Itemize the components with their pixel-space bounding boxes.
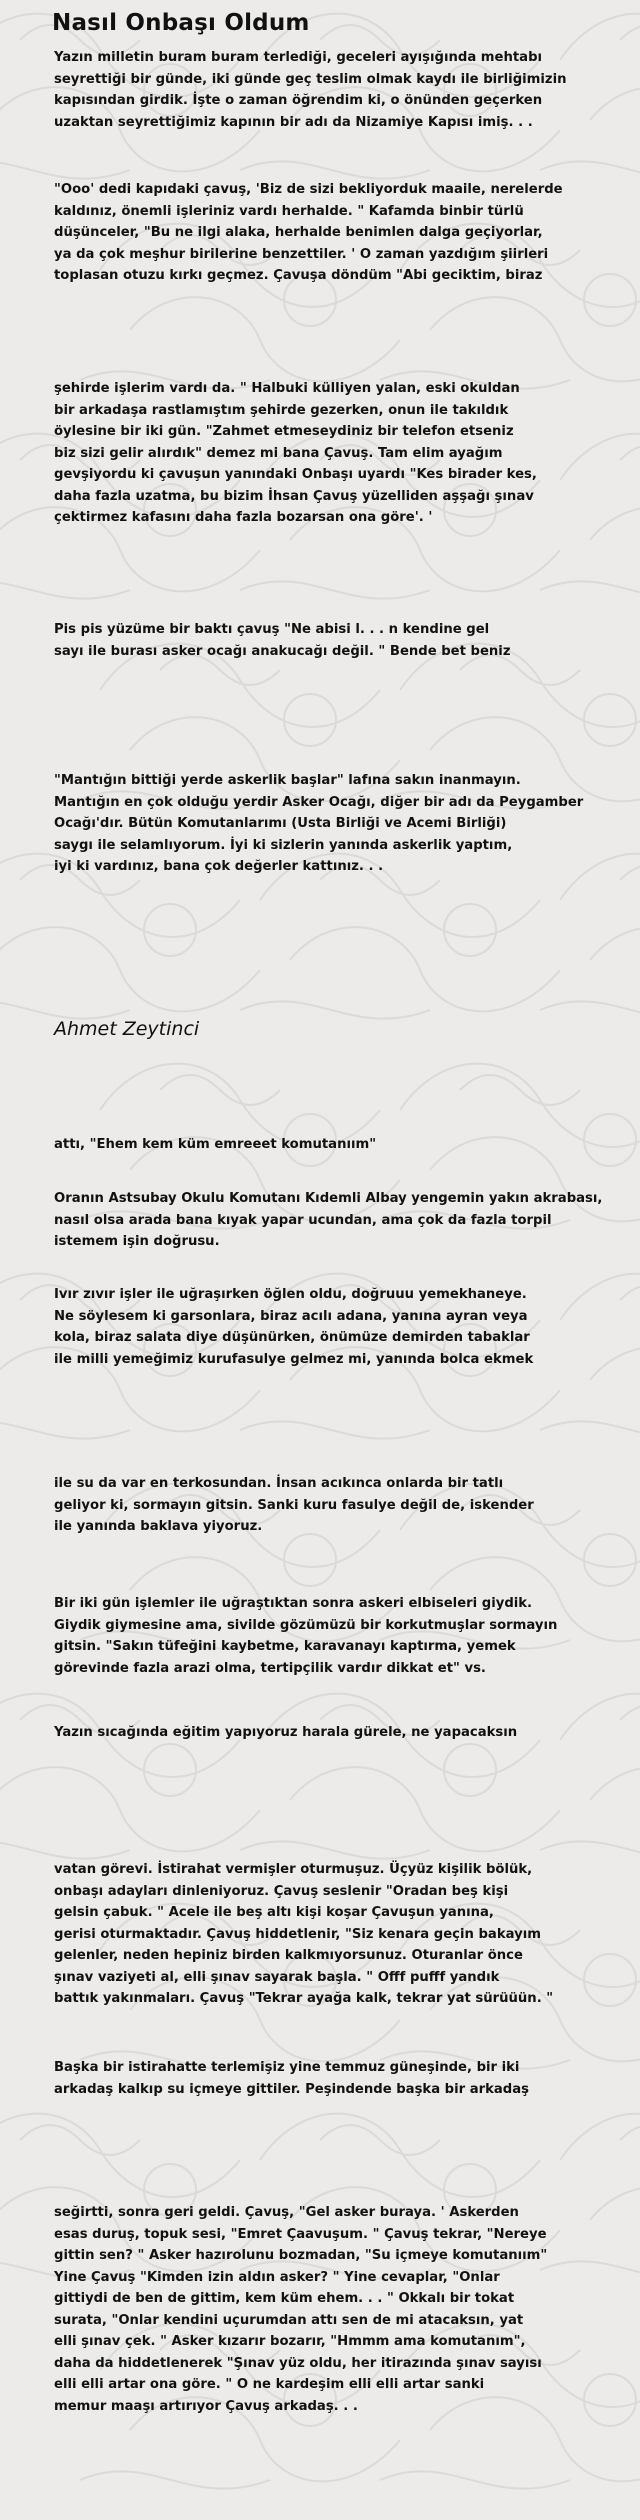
paragraph-7 — [54, 1188, 602, 1253]
text-line: kaldınız, önemli işleriniz vardı herhalde. " Kafamda binbir türlü — [54, 203, 524, 219]
text-line: Yazın sıcağında eğitim yapıyoruz harala gürele, ne yapacaksın — [54, 1725, 518, 1740]
paragraph-9 — [54, 1473, 534, 1538]
paragraph-4 — [54, 619, 511, 662]
paragraph-12 — [54, 1859, 553, 2010]
text-line: Bir iki gün işlemler ile uğraştıktan sonra askeri elbiseleri giydik. — [54, 1596, 533, 1611]
text-line: attı, "Ehem kem küm emreeet komutanıım" — [54, 1137, 377, 1152]
text-line: nasıl olsa arada bana kıyak yapar ucundan, ama çok da fazla torpil — [54, 1212, 552, 1228]
text-line: toplasan otuzu kırkı geçmez. Çavuşa döndüm "Abi geciktim, biraz — [54, 268, 543, 283]
paragraph-3 — [54, 378, 537, 529]
paragraph-5 — [54, 770, 583, 878]
text-line: daha da hiddetlenerek "Şınav yüz oldu, her itirazında şınav sayısı — [54, 2355, 542, 2371]
text-line: ya da çok meşhur birilerine benzettiler. ' O zaman yazdığım şiirleri — [54, 246, 549, 262]
text-line: gerisi oturmaktadır. Çavuş hiddetlenir, "Siz kenara geçin bakayım — [54, 1926, 541, 1942]
text-line: kapısından girdik. İşte o zaman öğrendim ki, o önünden geçerken — [54, 93, 543, 108]
text-line: Ne söylesem ki garsonlara, biraz acılı adana, yanına ayran veya — [54, 1308, 528, 1324]
text-line: Ocağı'dır. Bütün Komutanlarımı (Usta Birliği ve Acemi Birliği) — [54, 816, 507, 831]
text-line: şehirde işlerim vardı da. " Halbuki külliyen yalan, eski okuldan — [54, 381, 520, 396]
paragraph-2 — [54, 179, 563, 287]
text-line: seyrettiği bir günde, iki günde geç teslim olmak kaydı ile birliğimizin — [54, 71, 567, 87]
text-line: gitsin. "Sakın tüfeğini kaybetme, karavanayı kaptırma, yemek — [54, 1639, 516, 1654]
text-line: Giydik giymesine ama, sivilde gözümüzü bir korkutmuşlar sormayın — [54, 1617, 558, 1633]
text-line: vatan görevi. İstirahat vermişler oturmuşuz. Üçyüz kişilik bölük, — [54, 1862, 533, 1877]
text-line: bir arkadaşa rastlamıştım şehirde gezerken, onun ile takıldık — [54, 402, 509, 418]
text-line: surata, "Onlar kendini uçurumdan attı sen de mi atacaksın, yat — [54, 2312, 524, 2328]
text-line: Mantığın en çok olduğu yerdir Asker Ocağı, diğer bir adı da Peygamber — [54, 794, 584, 810]
text-line: Pis pis yüzüme bir baktı çavuş "Ne abisi l. . . n kendine gel — [54, 622, 490, 637]
paragraph-13 — [54, 2057, 529, 2100]
text-line: ile yanında baklava yiyoruz. — [54, 1519, 263, 1534]
text-line: şınav vaziyeti al, elli şınav sayarak başla. " Offf pufff yandık — [54, 1969, 500, 1985]
paragraph-6 — [54, 1134, 376, 1156]
text-line: battık yakınmaları. Çavuş "Tekrar ayağa kalk, tekrar yat sürüüün. " — [54, 1991, 554, 2006]
text-line: düşünceler, "Bu ne ilgi alaka, herhalde benimlen dalga geçiyorlar, — [54, 225, 543, 240]
text-line: kola, biraz salata diye düşünürken, önümüze demirden tabaklar — [54, 1330, 530, 1345]
text-line: gittiydi de ben de gittim, kem küm ehem. . . " Okkalı bir tokat — [54, 2291, 515, 2306]
text-line: gelenler, neden hepiniz birden kalkmıyorsunuz. Oturanlar önce — [54, 1948, 523, 1963]
text-line: gittin sen? " Asker hazırolunu bozmadan, "Su içmeye komutanıım" — [54, 2248, 548, 2263]
text-line: Yine Çavuş "Kimden izin aldın asker? " Yine cevaplar, "Onlar — [54, 2269, 500, 2285]
text-line: "Ooo' dedi kapıdaki çavuş, 'Biz de sizi bekliyorduk maaile, nerelerde — [54, 182, 563, 197]
text-line: iyi ki vardınız, bana çok değerler kattınız. . . — [54, 859, 384, 874]
paragraph-11 — [54, 1722, 517, 1744]
text-line: gelsin çabuk. " Acele ile beş altı kişi koşar Çavuşun yanına, — [54, 1905, 494, 1920]
text-line: çektirmez kafasını daha fazla bozarsan ona göre'. ' — [54, 510, 433, 525]
paragraph-14 — [54, 2202, 547, 2417]
text-line: onbaşı adayları dinleniyoruz. Çavuş seslenir "Oradan beş kişi — [54, 1883, 509, 1899]
text-line: Başka bir istirahatte terlemişiz yine temmuz güneşinde, bir iki — [54, 2060, 520, 2075]
author-name: Ahmet Zeytinci — [54, 1018, 200, 1040]
text-line: memur maaşı artırıyor Çavuş arkadaş. . . — [54, 2398, 358, 2414]
text-line: ile su da var en terkosundan. İnsan acıkınca onlarda bir tatlı — [54, 1476, 504, 1491]
paragraph-10 — [54, 1593, 557, 1679]
text-line: biz sizi gelir alırdık" demez mi bana Çavuş. Tam elim ayağım — [54, 445, 503, 461]
text-line: esas duruş, topuk sesi, "Emret Çaavuşum. " Çavuş tekrar, "Nereye — [54, 2226, 547, 2242]
text-line: elli elli artar ona göre. " O ne kardeşim elli elli artar sanki — [54, 2377, 485, 2392]
text-line: saygı ile selamlıyorum. İyi ki sizlerin yanında askerlik yaptım, — [54, 837, 513, 853]
text-line: Ivır zıvır işler ile uğraşırken öğlen oldu, doğruuu yemekhaneye. — [54, 1287, 527, 1302]
text-line: Oranın Astsubay Okulu Komutanı Kıdemli Albay yengemin yakın akrabası, — [54, 1191, 603, 1206]
text-line: arkadaş kalkıp su içmeye gittiler. Peşindende başka bir arkadaş — [54, 2081, 529, 2097]
paragraph-1 — [54, 47, 567, 133]
text-line: uzaktan seyrettiğimiz kapının bir adı da Nizamiye Kapısı imiş. . . — [54, 114, 533, 130]
text-line: daha fazla uzatma, bu bizim İhsan Çavuş yüzelliden aşşağı şınav — [54, 488, 534, 504]
text-line: elli şınav çek. " Asker kızarır bozarır, "Hmmm ama komutanım", — [54, 2334, 526, 2349]
text-line: istemem işin doğrusu. — [54, 1234, 220, 1249]
text-line: ile milli yemeğimiz kurufasulye gelmez mi, yanında bolca ekmek — [54, 1351, 534, 1367]
text-line: gevşiyordu ki çavuşun yanındaki Onbaşı uyardı "Kes birader kes, — [54, 467, 537, 482]
text-line: öylesine bir iki gün. "Zahmet etmeseydiniz bir telefon etseniz — [54, 424, 514, 439]
text-line: seğirtti, sonra geri geldi. Çavuş, "Gel asker buraya. ' Askerden — [54, 2205, 519, 2220]
text-line: "Mantığın bittiği yerde askerlik başlar" lafına sakın inanmayın. — [54, 773, 521, 788]
text-line: geliyor ki, sormayın gitsin. Sanki kuru fasulye değil de, iskender — [54, 1497, 534, 1513]
text-line: Yazın milletin buram buram terlediği, geceleri ayışığında mehtabı — [54, 50, 543, 65]
text-line: görevinde fazla arazi olma, tertipçilik vardır dikkat et" vs. — [54, 1660, 486, 1676]
page-title: Nasıl Onbaşı Oldum — [52, 10, 310, 36]
text-line: sayı ile burası asker ocağı anakucağı değil. " Bende bet beniz — [54, 643, 511, 659]
paragraph-8 — [54, 1284, 533, 1370]
